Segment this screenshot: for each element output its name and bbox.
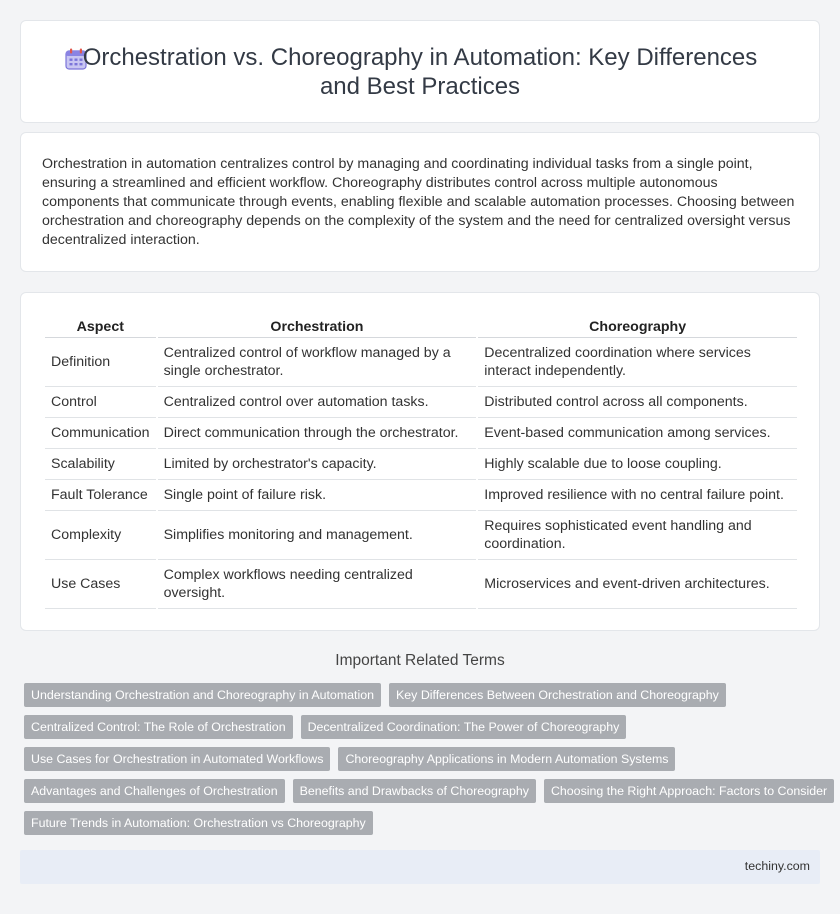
table-row — [45, 387, 797, 418]
orchestration-cell: Complex workflows needing centralized oversight. — [158, 560, 477, 609]
related-term-tag[interactable]: Use Cases for Orchestration in Automated Workflows — [24, 747, 330, 771]
intro-card — [20, 132, 820, 272]
column-header-aspect: Aspect — [45, 316, 156, 338]
related-term-tag[interactable]: Understanding Orchestration and Choreography in Automation — [24, 683, 381, 707]
related-term-tag[interactable]: Decentralized Coordination: The Power of Choreography — [301, 715, 627, 739]
comparison-table — [43, 316, 799, 609]
related-term-tag[interactable]: Advantages and Challenges of Orchestration — [24, 779, 285, 803]
footer-site-link[interactable]: techiny.com — [744, 859, 810, 873]
column-header-orchestration: Orchestration — [158, 316, 477, 338]
choreography-cell: Event-based communication among services. — [478, 418, 797, 449]
related-term-tag[interactable]: Choosing the Right Approach: Factors to Consider — [544, 779, 834, 803]
related-terms-heading: Important Related Terms — [335, 652, 505, 669]
comparison-card — [20, 292, 820, 631]
aspect-cell: Definition — [45, 338, 156, 387]
intro-paragraph: Orchestration in automation centralizes control by managing and coordinating individual tasks from a single point, ensuring a streamlined and efficient workflow. Choreography distributes control across multiple autonomous components that communicate through events, enabling flexible and scalable automation processes. Choosing between orchestration and choreography depends on the complexity of the system and the need for centralized oversight versus decentralized interaction. — [42, 156, 795, 248]
choreography-cell: Decentralized coordination where services interact independently. — [478, 338, 797, 387]
choreography-cell: Improved resilience with no central failure point. — [478, 480, 797, 511]
table-row — [45, 480, 797, 511]
table-row — [45, 449, 797, 480]
orchestration-cell: Single point of failure risk. — [158, 480, 477, 511]
table-header-row — [45, 316, 797, 338]
column-header-choreography: Choreography — [478, 316, 797, 338]
aspect-cell: Scalability — [45, 449, 156, 480]
related-term-tag[interactable]: Key Differences Between Orchestration and Choreography — [389, 683, 726, 707]
table-row — [45, 560, 797, 609]
tag-row — [24, 683, 814, 707]
page-title — [21, 43, 819, 101]
aspect-cell: Complexity — [45, 511, 156, 560]
orchestration-cell: Simplifies monitoring and management. — [158, 511, 477, 560]
table-row — [45, 338, 797, 387]
page-title-line-1: Orchestration vs. Choreography in Automation: Key Differences — [82, 44, 758, 71]
aspect-cell: Control — [45, 387, 156, 418]
tag-row — [24, 811, 814, 835]
choreography-cell: Distributed control across all components. — [478, 387, 797, 418]
tag-row — [24, 779, 828, 803]
aspect-cell: Fault Tolerance — [45, 480, 156, 511]
orchestration-cell: Centralized control over automation tasks. — [158, 387, 477, 418]
related-term-tag[interactable]: Benefits and Drawbacks of Choreography — [293, 779, 536, 803]
related-term-tag[interactable]: Choreography Applications in Modern Automation Systems — [338, 747, 675, 771]
orchestration-cell: Direct communication through the orchestrator. — [158, 418, 477, 449]
tag-row — [24, 747, 814, 771]
choreography-cell: Highly scalable due to loose coupling. — [478, 449, 797, 480]
table-row — [45, 511, 797, 560]
orchestration-cell: Centralized control of workflow managed by a single orchestrator. — [158, 338, 477, 387]
aspect-cell: Use Cases — [45, 560, 156, 609]
related-terms-list — [24, 683, 828, 843]
header-card — [20, 20, 820, 123]
related-term-tag[interactable]: Centralized Control: The Role of Orchestration — [24, 715, 293, 739]
aspect-cell: Communication — [45, 418, 156, 449]
footer — [20, 850, 820, 884]
table-row — [45, 418, 797, 449]
choreography-cell: Requires sophisticated event handling and coordination. — [478, 511, 797, 560]
tag-row — [24, 715, 814, 739]
orchestration-cell: Limited by orchestrator's capacity. — [158, 449, 477, 480]
page-title-line-2: and Best Practices — [319, 73, 521, 100]
choreography-cell: Microservices and event-driven architectures. — [478, 560, 797, 609]
related-term-tag[interactable]: Future Trends in Automation: Orchestration vs Choreography — [24, 811, 373, 835]
